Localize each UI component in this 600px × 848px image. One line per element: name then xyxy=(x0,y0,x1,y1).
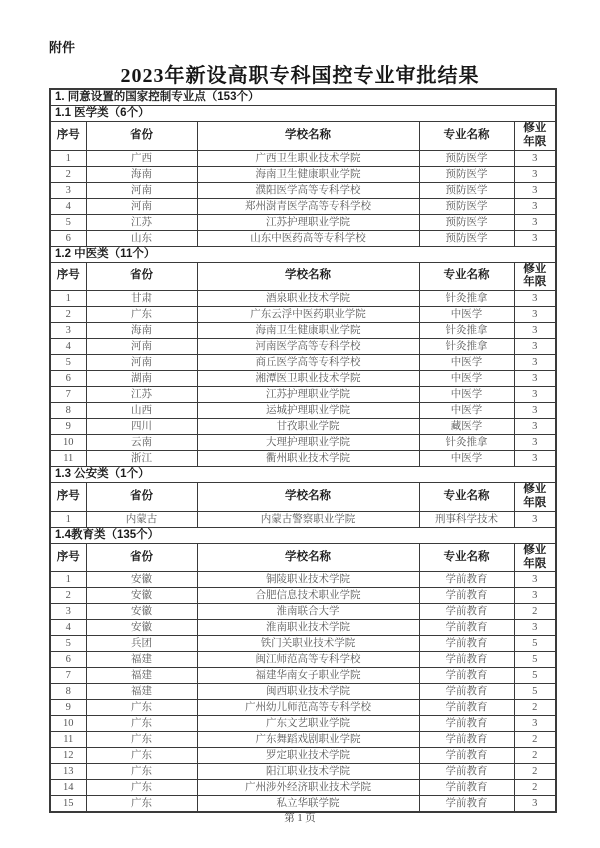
cell-province: 广东 xyxy=(86,748,197,764)
cell-duration: 3 xyxy=(514,716,556,732)
cell-province: 山西 xyxy=(86,403,197,419)
cell-duration: 3 xyxy=(514,511,556,527)
table-row xyxy=(50,387,556,403)
table-row xyxy=(50,214,556,230)
column-header: 学校名称 xyxy=(197,262,419,291)
cell-index: 5 xyxy=(50,355,86,371)
column-header: 省份 xyxy=(86,483,197,512)
column-header: 序号 xyxy=(50,262,86,291)
cell-duration: 3 xyxy=(514,230,556,246)
cell-school: 江苏护理职业学院 xyxy=(197,214,419,230)
cell-province: 河南 xyxy=(86,182,197,198)
cell-school: 闽江师范高等专科学校 xyxy=(197,652,419,668)
table-row xyxy=(50,291,556,307)
column-header: 学校名称 xyxy=(197,122,419,151)
cell-province: 浙江 xyxy=(86,451,197,467)
cell-province: 海南 xyxy=(86,166,197,182)
cell-school: 合肥信息技术职业学院 xyxy=(197,588,419,604)
table-row xyxy=(50,435,556,451)
cell-index: 1 xyxy=(50,150,86,166)
column-header-row xyxy=(50,483,556,512)
cell-school: 淮南职业技术学院 xyxy=(197,620,419,636)
cell-index: 4 xyxy=(50,198,86,214)
cell-major: 学前教育 xyxy=(419,748,514,764)
cell-duration: 3 xyxy=(514,166,556,182)
cell-province: 广东 xyxy=(86,307,197,323)
cell-school: 运城护理职业学院 xyxy=(197,403,419,419)
cell-school: 濮阳医学高等专科学校 xyxy=(197,182,419,198)
cell-duration: 3 xyxy=(514,182,556,198)
page-title: 2023年新设高职专科国控专业审批结果 xyxy=(120,65,480,87)
cell-duration: 3 xyxy=(514,588,556,604)
cell-index: 6 xyxy=(50,652,86,668)
cell-duration: 5 xyxy=(514,684,556,700)
cell-school: 郑州澍青医学高等专科学校 xyxy=(197,198,419,214)
cell-major: 刑事科学技术 xyxy=(419,511,514,527)
column-header: 修业年限 xyxy=(514,122,556,151)
cell-school: 酒泉职业技术学院 xyxy=(197,291,419,307)
table-row xyxy=(50,716,556,732)
cell-province: 广西 xyxy=(86,150,197,166)
cell-index: 3 xyxy=(50,604,86,620)
cell-major: 学前教育 xyxy=(419,780,514,796)
top-section-row xyxy=(50,89,556,106)
column-header: 专业名称 xyxy=(419,483,514,512)
cell-province: 内蒙古 xyxy=(86,511,197,527)
cell-province: 福建 xyxy=(86,652,197,668)
cell-school: 广东云浮中医药职业学院 xyxy=(197,307,419,323)
cell-duration: 3 xyxy=(514,796,556,813)
cell-school: 广东文艺职业学院 xyxy=(197,716,419,732)
cell-index: 11 xyxy=(50,451,86,467)
cell-duration: 5 xyxy=(514,636,556,652)
cell-school: 广西卫生职业技术学院 xyxy=(197,150,419,166)
cell-duration: 3 xyxy=(514,419,556,435)
cell-province: 广东 xyxy=(86,780,197,796)
cell-duration: 3 xyxy=(514,198,556,214)
cell-duration: 2 xyxy=(514,700,556,716)
cell-school: 阳江职业技术学院 xyxy=(197,764,419,780)
cell-major: 学前教育 xyxy=(419,588,514,604)
cell-major: 学前教育 xyxy=(419,684,514,700)
cell-school: 铜陵职业技术学院 xyxy=(197,572,419,588)
cell-duration: 3 xyxy=(514,214,556,230)
cell-major: 学前教育 xyxy=(419,716,514,732)
cell-province: 河南 xyxy=(86,355,197,371)
cell-index: 10 xyxy=(50,716,86,732)
section-row xyxy=(50,467,556,483)
cell-index: 2 xyxy=(50,307,86,323)
cell-school: 罗定职业技术学院 xyxy=(197,748,419,764)
cell-school: 大理护理职业学院 xyxy=(197,435,419,451)
cell-major: 针灸推拿 xyxy=(419,323,514,339)
cell-index: 14 xyxy=(50,780,86,796)
cell-duration: 2 xyxy=(514,764,556,780)
cell-province: 福建 xyxy=(86,684,197,700)
column-header-row xyxy=(50,262,556,291)
column-header: 专业名称 xyxy=(419,262,514,291)
approval-table xyxy=(49,88,557,813)
cell-major: 中医学 xyxy=(419,371,514,387)
cell-major: 中医学 xyxy=(419,355,514,371)
cell-province: 广东 xyxy=(86,764,197,780)
cell-duration: 2 xyxy=(514,748,556,764)
cell-school: 河南医学高等专科学校 xyxy=(197,339,419,355)
table-row xyxy=(50,604,556,620)
cell-school: 江苏护理职业学院 xyxy=(197,387,419,403)
column-header: 省份 xyxy=(86,543,197,572)
cell-province: 广东 xyxy=(86,700,197,716)
cell-index: 9 xyxy=(50,700,86,716)
cell-index: 4 xyxy=(50,620,86,636)
cell-province: 湖南 xyxy=(86,371,197,387)
cell-duration: 3 xyxy=(514,339,556,355)
table-row xyxy=(50,371,556,387)
cell-index: 3 xyxy=(50,182,86,198)
column-header: 学校名称 xyxy=(197,483,419,512)
cell-major: 学前教育 xyxy=(419,636,514,652)
cell-major: 针灸推拿 xyxy=(419,339,514,355)
cell-index: 2 xyxy=(50,588,86,604)
cell-school: 海南卫生健康职业学院 xyxy=(197,323,419,339)
table-row xyxy=(50,780,556,796)
section-row xyxy=(50,106,556,122)
cell-duration: 2 xyxy=(514,732,556,748)
cell-school: 海南卫生健康职业学院 xyxy=(197,166,419,182)
cell-index: 1 xyxy=(50,572,86,588)
cell-province: 广东 xyxy=(86,732,197,748)
cell-school: 湘潭医卫职业技术学院 xyxy=(197,371,419,387)
section-heading: 1.3 公安类（1个） xyxy=(50,467,556,483)
cell-province: 云南 xyxy=(86,435,197,451)
cell-duration: 3 xyxy=(514,435,556,451)
cell-index: 1 xyxy=(50,511,86,527)
table-row xyxy=(50,700,556,716)
column-header: 省份 xyxy=(86,262,197,291)
cell-province: 山东 xyxy=(86,230,197,246)
cell-index: 7 xyxy=(50,387,86,403)
cell-school: 私立华联学院 xyxy=(197,796,419,813)
cell-major: 学前教育 xyxy=(419,668,514,684)
section-heading: 1.4教育类（135个） xyxy=(50,527,556,543)
table-row xyxy=(50,355,556,371)
cell-province: 福建 xyxy=(86,668,197,684)
table-row xyxy=(50,588,556,604)
cell-duration: 3 xyxy=(514,150,556,166)
cell-major: 学前教育 xyxy=(419,764,514,780)
cell-major: 藏医学 xyxy=(419,419,514,435)
column-header: 序号 xyxy=(50,483,86,512)
cell-major: 预防医学 xyxy=(419,150,514,166)
cell-index: 3 xyxy=(50,323,86,339)
cell-school: 广东舞蹈戏剧职业学院 xyxy=(197,732,419,748)
table-row xyxy=(50,620,556,636)
cell-index: 10 xyxy=(50,435,86,451)
cell-duration: 2 xyxy=(514,604,556,620)
cell-index: 1 xyxy=(50,291,86,307)
cell-major: 预防医学 xyxy=(419,230,514,246)
cell-province: 广东 xyxy=(86,796,197,813)
table-row xyxy=(50,403,556,419)
section-row xyxy=(50,246,556,262)
column-header: 省份 xyxy=(86,122,197,151)
column-header: 修业年限 xyxy=(514,483,556,512)
cell-province: 江苏 xyxy=(86,214,197,230)
cell-index: 12 xyxy=(50,748,86,764)
cell-province: 河南 xyxy=(86,339,197,355)
column-header: 修业年限 xyxy=(514,262,556,291)
cell-province: 甘肃 xyxy=(86,291,197,307)
cell-major: 针灸推拿 xyxy=(419,435,514,451)
cell-school: 福建华南女子职业学院 xyxy=(197,668,419,684)
top-section-heading: 1. 同意设置的国家控制专业点（153个） xyxy=(50,89,556,106)
table-row xyxy=(50,636,556,652)
table-row xyxy=(50,307,556,323)
table-row xyxy=(50,419,556,435)
cell-duration: 3 xyxy=(514,387,556,403)
section-row xyxy=(50,527,556,543)
column-header-row xyxy=(50,122,556,151)
cell-major: 中医学 xyxy=(419,307,514,323)
cell-province: 四川 xyxy=(86,419,197,435)
table-row xyxy=(50,572,556,588)
cell-duration: 3 xyxy=(514,572,556,588)
table-row xyxy=(50,182,556,198)
table-row xyxy=(50,668,556,684)
cell-duration: 3 xyxy=(514,620,556,636)
cell-index: 7 xyxy=(50,668,86,684)
column-header: 序号 xyxy=(50,122,86,151)
cell-duration: 3 xyxy=(514,371,556,387)
cell-index: 2 xyxy=(50,166,86,182)
cell-school: 铁门关职业技术学院 xyxy=(197,636,419,652)
cell-duration: 5 xyxy=(514,668,556,684)
cell-index: 13 xyxy=(50,764,86,780)
cell-duration: 3 xyxy=(514,307,556,323)
table-row xyxy=(50,511,556,527)
cell-province: 安徽 xyxy=(86,572,197,588)
table-row xyxy=(50,684,556,700)
cell-major: 中医学 xyxy=(419,451,514,467)
section-heading: 1.2 中医类（11个） xyxy=(50,246,556,262)
section-heading: 1.1 医学类（6个） xyxy=(50,106,556,122)
cell-duration: 5 xyxy=(514,652,556,668)
column-header: 修业年限 xyxy=(514,543,556,572)
cell-index: 11 xyxy=(50,732,86,748)
cell-school: 商丘医学高等专科学校 xyxy=(197,355,419,371)
cell-major: 中医学 xyxy=(419,387,514,403)
cell-major: 学前教育 xyxy=(419,796,514,813)
cell-school: 衢州职业技术学院 xyxy=(197,451,419,467)
table-row xyxy=(50,198,556,214)
cell-index: 4 xyxy=(50,339,86,355)
cell-province: 安徽 xyxy=(86,588,197,604)
cell-duration: 3 xyxy=(514,355,556,371)
cell-province: 江苏 xyxy=(86,387,197,403)
approval-table-body xyxy=(50,89,556,812)
cell-school: 山东中医药高等专科学校 xyxy=(197,230,419,246)
column-header: 序号 xyxy=(50,543,86,572)
table-row xyxy=(50,230,556,246)
cell-province: 兵团 xyxy=(86,636,197,652)
cell-index: 5 xyxy=(50,214,86,230)
cell-index: 5 xyxy=(50,636,86,652)
cell-major: 学前教育 xyxy=(419,604,514,620)
table-row xyxy=(50,764,556,780)
cell-province: 广东 xyxy=(86,716,197,732)
cell-major: 学前教育 xyxy=(419,572,514,588)
table-row xyxy=(50,652,556,668)
cell-index: 6 xyxy=(50,230,86,246)
cell-province: 河南 xyxy=(86,198,197,214)
cell-school: 广州幼儿师范高等专科学校 xyxy=(197,700,419,716)
cell-school: 广州涉外经济职业技术学院 xyxy=(197,780,419,796)
cell-major: 学前教育 xyxy=(419,652,514,668)
column-header: 专业名称 xyxy=(419,122,514,151)
cell-duration: 3 xyxy=(514,323,556,339)
cell-index: 9 xyxy=(50,419,86,435)
cell-major: 预防医学 xyxy=(419,182,514,198)
cell-index: 15 xyxy=(50,796,86,813)
page-number: 第 1 页 xyxy=(284,813,316,824)
cell-duration: 3 xyxy=(514,403,556,419)
cell-major: 学前教育 xyxy=(419,700,514,716)
column-header: 学校名称 xyxy=(197,543,419,572)
table-row xyxy=(50,451,556,467)
cell-major: 预防医学 xyxy=(419,198,514,214)
cell-duration: 3 xyxy=(514,451,556,467)
cell-province: 安徽 xyxy=(86,620,197,636)
table-row xyxy=(50,748,556,764)
cell-index: 6 xyxy=(50,371,86,387)
cell-major: 中医学 xyxy=(419,403,514,419)
cell-school: 内蒙古警察职业学院 xyxy=(197,511,419,527)
cell-major: 针灸推拿 xyxy=(419,291,514,307)
cell-province: 海南 xyxy=(86,323,197,339)
column-header-row xyxy=(50,543,556,572)
cell-school: 闽西职业技术学院 xyxy=(197,684,419,700)
table-row xyxy=(50,339,556,355)
cell-index: 8 xyxy=(50,684,86,700)
cell-major: 预防医学 xyxy=(419,214,514,230)
table-row xyxy=(50,150,556,166)
cell-province: 安徽 xyxy=(86,604,197,620)
cell-index: 8 xyxy=(50,403,86,419)
attachment-label: 附件 xyxy=(49,40,76,55)
table-row xyxy=(50,323,556,339)
cell-major: 学前教育 xyxy=(419,620,514,636)
column-header: 专业名称 xyxy=(419,543,514,572)
cell-major: 学前教育 xyxy=(419,732,514,748)
cell-major: 预防医学 xyxy=(419,166,514,182)
cell-school: 淮南联合大学 xyxy=(197,604,419,620)
cell-school: 甘孜职业学院 xyxy=(197,419,419,435)
table-row xyxy=(50,732,556,748)
table-row xyxy=(50,166,556,182)
cell-duration: 2 xyxy=(514,780,556,796)
cell-duration: 3 xyxy=(514,291,556,307)
